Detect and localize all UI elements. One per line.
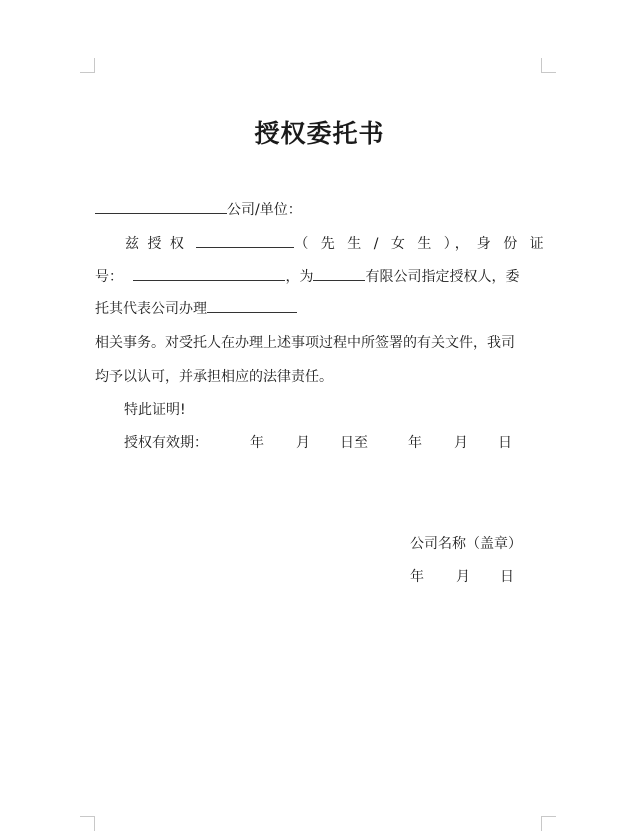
company-blank[interactable] <box>95 199 227 214</box>
handle-matters-line <box>95 298 545 319</box>
company-seal-label: 公司名称（盖章） <box>410 536 522 552</box>
validity-start-year: 年 <box>250 435 264 451</box>
crop-mark-bottom-left <box>80 816 95 831</box>
crop-mark-bottom-right <box>541 816 556 831</box>
id-card-prefix: 身 份 证 <box>476 236 548 252</box>
validity-end-day: 日 <box>498 435 512 451</box>
body-line-1: 相关事务。对受托人在办理上述事项过程中所签署的有关文件，我司 <box>95 335 515 351</box>
signature-date <box>410 567 514 587</box>
signature-year: 年 <box>410 569 424 585</box>
validity-end-month: 月 <box>454 435 468 451</box>
id-number-line <box>95 266 545 287</box>
id-number-blank[interactable] <box>133 266 285 281</box>
crop-mark-top-left <box>80 58 95 73</box>
handle-matters-text: 托其代表公司办理 <box>95 301 207 317</box>
document-title: 授权委托书 <box>254 119 385 148</box>
validity-end-year: 年 <box>408 435 422 451</box>
designated-agent-text: 有限公司指定授权人，委 <box>365 269 520 285</box>
gender-choice: （ 先 生 / 女 生 ）， <box>294 236 473 252</box>
hereby-certify: 特此证明! <box>124 402 186 418</box>
validity-start-day: 日至 <box>340 435 368 451</box>
authorized-person-blank[interactable] <box>196 233 294 248</box>
authorize-prefix: 兹 授 权 <box>125 236 186 252</box>
body-line-2: 均予以认可，并承担相应的法律责任。 <box>95 369 333 385</box>
matters-blank[interactable] <box>207 298 297 313</box>
validity-start-month: 月 <box>296 435 310 451</box>
id-number-label: 号： <box>95 269 123 285</box>
company-unit-line <box>95 199 545 220</box>
validity-label: 授权有效期： <box>124 435 208 451</box>
company-unit-label: 公司/单位： <box>227 202 302 218</box>
signature-month: 月 <box>456 569 470 585</box>
for-label: ，为 <box>285 269 314 285</box>
authorize-line <box>95 233 548 254</box>
validity-line <box>124 433 574 453</box>
crop-mark-top-right <box>541 58 556 73</box>
signature-day: 日 <box>500 569 514 585</box>
company-name-blank[interactable] <box>313 266 365 281</box>
